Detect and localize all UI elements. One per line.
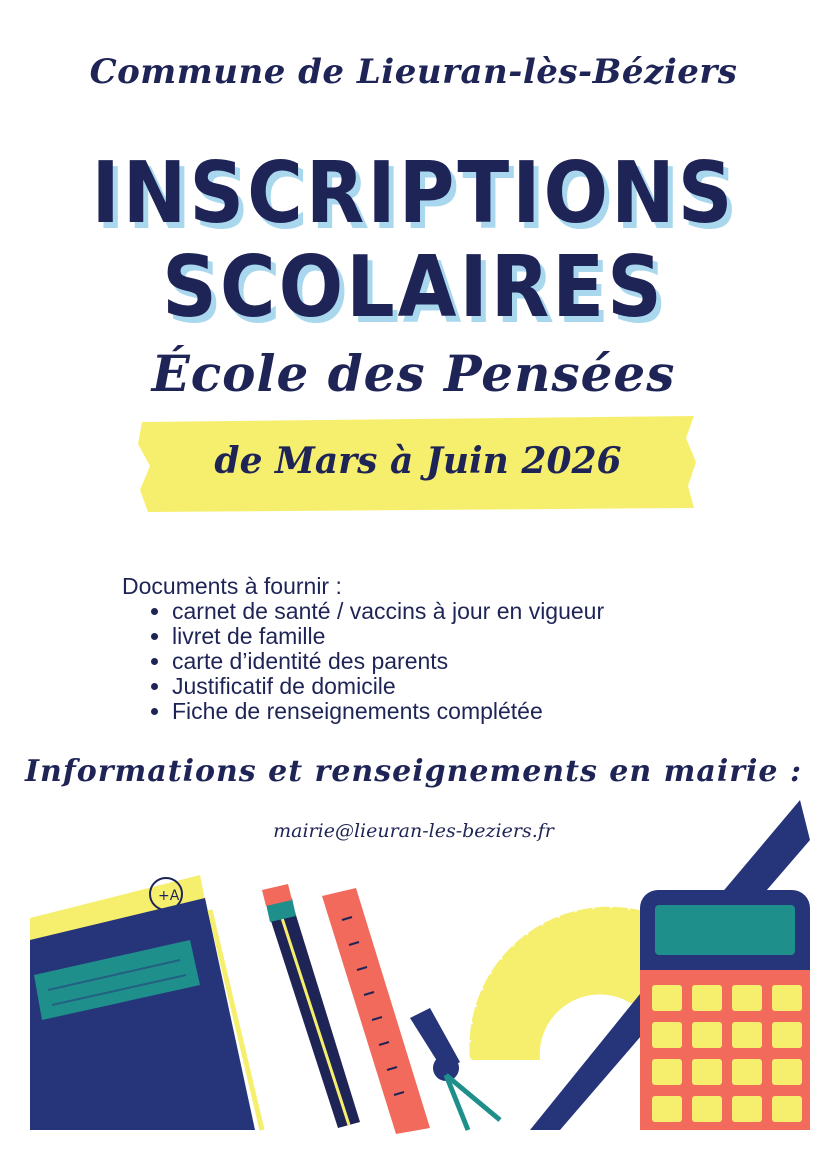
school-name: École des Pensées xyxy=(151,344,676,403)
title-line-2: SCOLAIRES xyxy=(162,236,665,337)
documents-heading: Documents à fournir : xyxy=(122,573,342,599)
period-label: de Mars à Juin 2026 xyxy=(214,440,622,482)
school-supplies-illustration xyxy=(0,800,827,1169)
notebook-icon xyxy=(30,875,262,1130)
list-item: • livret de famille xyxy=(172,624,762,649)
documents-list xyxy=(122,599,762,724)
list-item: • carte d’identité des parents xyxy=(172,649,762,674)
calculator-icon xyxy=(640,890,810,1130)
list-item: • Fiche de renseignements complétée xyxy=(172,699,762,724)
list-item: • carnet de santé / vaccins à jour en vigueur xyxy=(172,599,762,624)
title-line-1: INSCRIPTIONS xyxy=(91,142,736,243)
commune-name: Commune de Lieuran-lès-Béziers xyxy=(89,52,738,92)
svg-text:+A: +A xyxy=(158,888,180,904)
info-heading: Informations et renseignements en mairie : xyxy=(24,754,803,789)
contact-email: mairie@lieuran-les-beziers.fr xyxy=(273,820,554,842)
documents-section xyxy=(122,574,762,724)
list-item: • Justificatif de domicile xyxy=(172,674,762,699)
